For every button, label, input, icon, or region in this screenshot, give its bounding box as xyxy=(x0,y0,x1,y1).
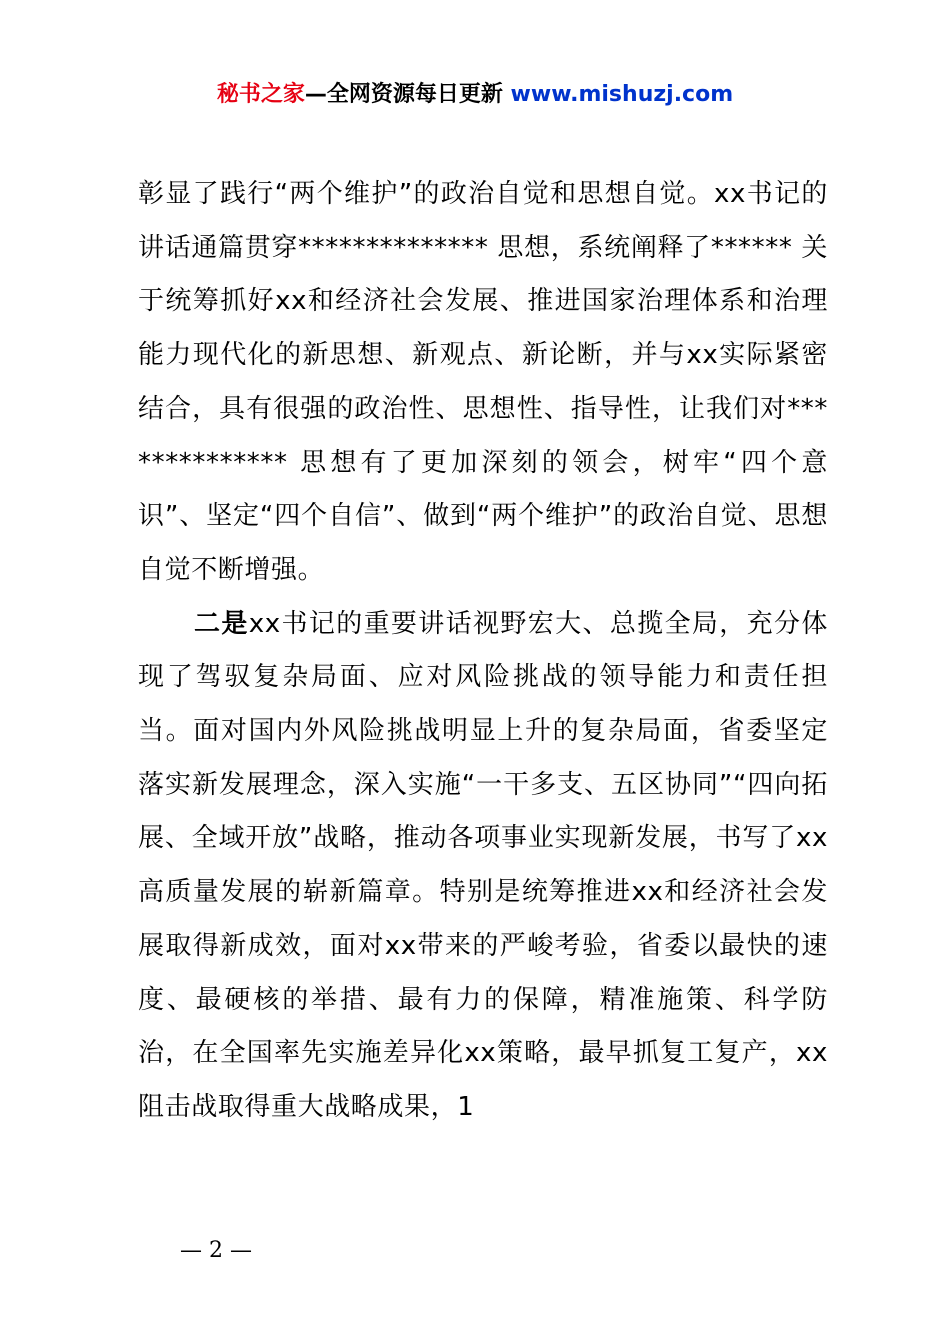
document-body xyxy=(138,168,828,1135)
paragraph-continued xyxy=(138,168,828,598)
brand-name: 秘书之家 xyxy=(216,82,305,107)
site-banner xyxy=(0,78,950,112)
paragraph-text: 彰显了践行“两个维护”的政治自觉和思想自觉。xx书记的讲话通篇贯穿************** 思想，系统阐释了****** 关于统筹抓好xx和经济社会发展、推进国家治理体系和治理能力现代化的新思想、新观点、新论断，并与xx实际紧密结合，具有很强的政治性、思想性、指导性，让我们对************** 思想有了更加深刻的领会，树牢“四个意识”、坚定“四个自信”、做到“两个维护”的政治自觉、思想自觉不断增强。 xyxy=(138,179,828,585)
page-number: — 2 — xyxy=(180,1238,252,1263)
banner-tagline: —全网资源每日更新 xyxy=(304,82,503,107)
paragraph-lead: 二是 xyxy=(194,608,249,639)
site-url[interactable]: www.mishuzj.com xyxy=(510,82,734,107)
paragraph-second-point xyxy=(138,598,828,1135)
paragraph-text: xx书记的重要讲话视野宏大、总揽全局，充分体现了驾驭复杂局面、应对风险挑战的领导能力和责任担当。面对国内外风险挑战明显上升的复杂局面，省委坚定落实新发展理念，深入实施“一干多支、五区协同”“四向拓展、全域开放”战略，推动各项事业实现新发展，书写了xx高质量发展的崭新篇章。特别是统筹推进xx和经济社会发展取得新成效，面对xx带来的严峻考验，省委以最快的速度、最硬核的举措、最有力的保障，精准施策、科学防治，在全国率先实施差异化xx策略，最早抓复工复产，xx阻击战取得重大战略成果，1 xyxy=(138,608,828,1122)
